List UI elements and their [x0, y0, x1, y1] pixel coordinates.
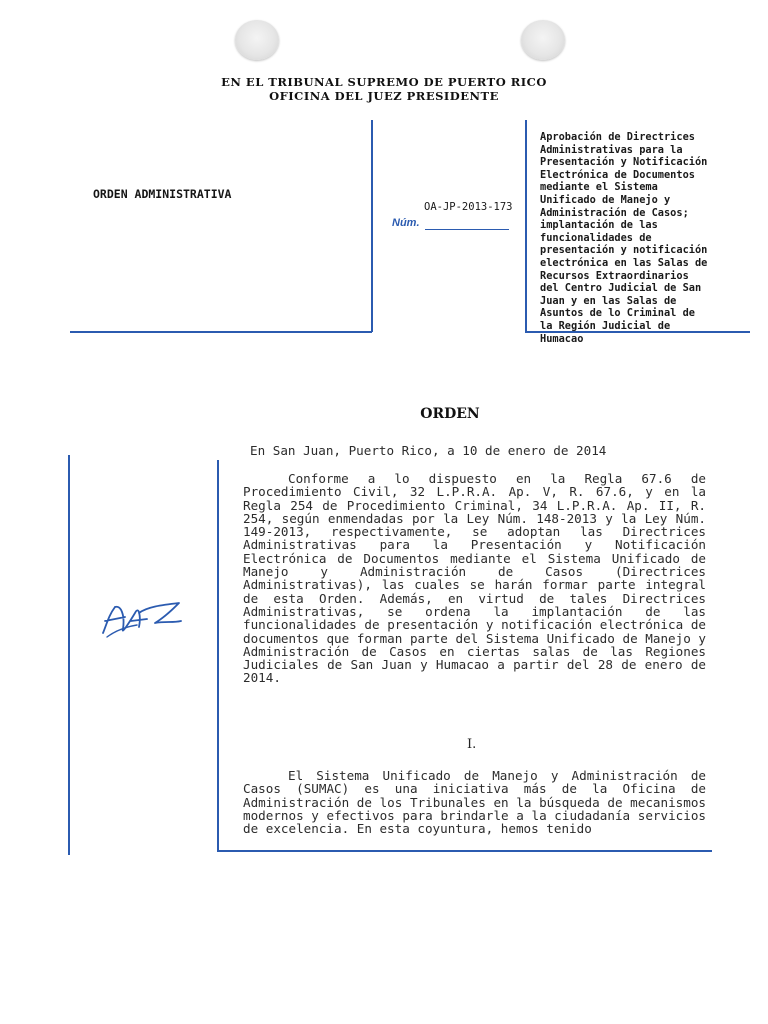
paragraph-1-text: Conforme a lo dispuesto en la Regla 67.6 de Procedimiento Civil, 32 L.P.R.A. Ap. V, R. 67.6, y en la Regla 254 de Procedimiento Criminal, 34 L.P.R.A. Ap. II, R. 254, según enmendadas por la Ley Núm. 148-2013 y la Ley Núm. 149-2013, respectivamente, se adoptan las Directrices Administrativas para la Presentación y Notificación Electrónica de Documentos mediante el Sistema Unificado de Manejo y Administración de Casos (Directrices Administrativas), las cuales se harán formar parte integral de esta Orden. Además, en virtud de tales Directrices Administrativas, se ordena la implantación de las funcionalidades de presentación y notificación electrónica de documentos que forman parte del Sistema Unificado de Manejo y Administración de Casos en ciertas salas de las Regiones Judiciales de San Juan y Humacao a partir del 28 de enero de 2014. [243, 471, 706, 686]
subject-line: Juan y en las Salas de [540, 294, 677, 307]
section-title: ORDEN [420, 406, 480, 422]
order-number: OA-JP-2013-173 [424, 201, 513, 213]
subject-line: electrónica en las Salas de [540, 256, 708, 269]
court-header-line2: OFICINA DEL JUEZ PRESIDENTE [269, 89, 499, 103]
subject-line: presentación y notificación [540, 244, 708, 257]
paragraph-2-text: El Sistema Unificado de Manejo y Administración de Casos (SUMAC) es una iniciativa más de la Oficina de Administración de los Tribunales en la búsqueda de mecanismos modernos y efectivos para brindarle a la ciudadanía servicios de excelencia. En esta coyuntura, hemos tenido [243, 769, 706, 837]
subject-line: del Centro Judicial de San [540, 282, 702, 295]
subject-line: Administrativas para la [540, 143, 683, 156]
document-type: ORDEN ADMINISTRATIVA [93, 187, 232, 201]
subject-line: Administración de Casos; [540, 206, 689, 219]
subject-line: Electrónica de Documentos [540, 168, 695, 181]
date-line: En San Juan, Puerto Rico, a 10 de enero de 2014 [250, 443, 607, 458]
punch-hole-right [521, 20, 565, 60]
punch-hole-left [235, 20, 279, 60]
body-inner-left-line [217, 460, 219, 851]
section-numeral: I. [467, 737, 477, 752]
subject-line: mediante el Sistema [540, 181, 658, 194]
court-header-line1: EN EL TRIBUNAL SUPREMO DE PUERTO RICO [221, 75, 547, 89]
subject-line: Recursos Extraordinarios [540, 269, 689, 282]
subject-line: Asuntos de lo Criminal de [540, 307, 695, 320]
caption-bottom-rule [70, 331, 372, 333]
order-subject [540, 131, 760, 345]
body-left-margin-line [68, 455, 70, 855]
subject-line: Aprobación de Directrices [540, 131, 695, 143]
body-bottom-rule [217, 850, 712, 852]
subject-line: Presentación y Notificación [540, 156, 708, 169]
num-label: Núm. [392, 217, 420, 229]
subject-line: Unificado de Manejo y [540, 193, 671, 206]
num-underline [425, 229, 509, 230]
subject-line: Humacao [540, 332, 584, 345]
paragraph-2 [243, 769, 706, 849]
subject-line: funcionalidades de [540, 231, 652, 244]
caption-divider-left [371, 120, 373, 332]
subject-line: implantación de las [540, 219, 658, 232]
paragraph-1 [243, 472, 706, 685]
handwritten-initials [95, 593, 190, 643]
subject-line: la Región Judicial de [540, 319, 671, 332]
caption-divider-right [525, 120, 527, 332]
